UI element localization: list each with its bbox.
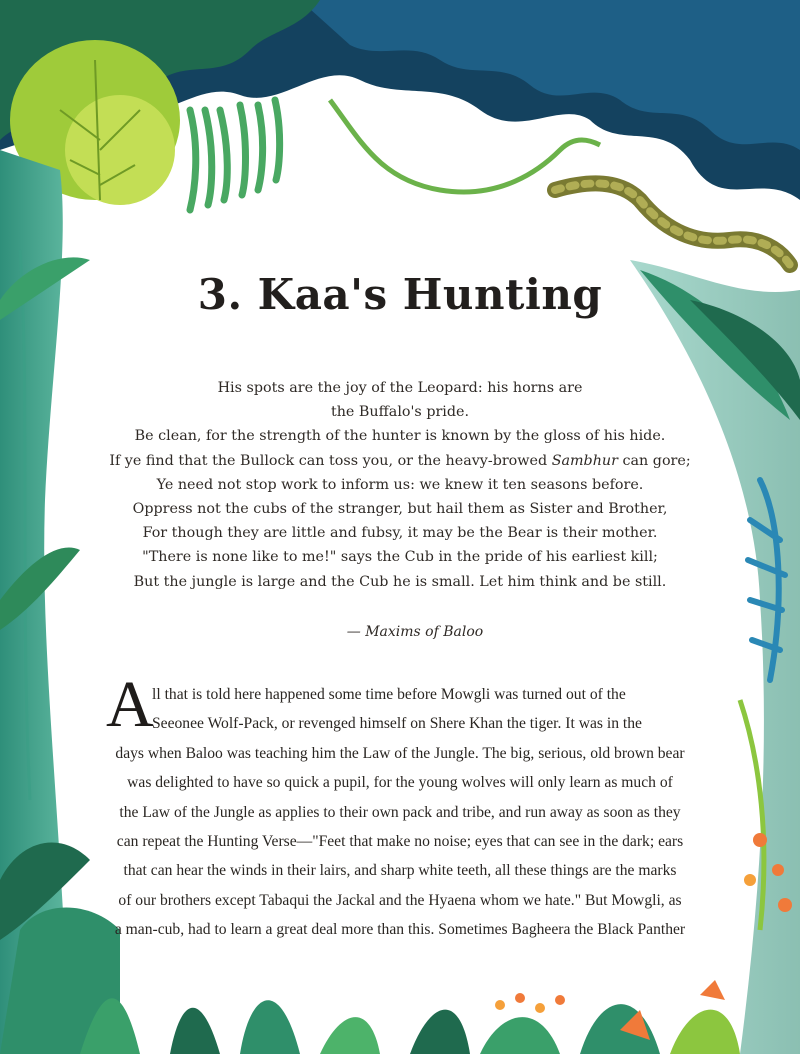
body-line: that can hear the winds in their lairs, and sharp white teeth, all these things are the marks <box>123 862 677 880</box>
body-paragraph <box>80 680 720 945</box>
epigraph-line: Oppress not the cubs of the stranger, but hail them as Sister and Brother, <box>132 501 668 518</box>
body-line: days when Baloo was teaching him the Law of the Jungle. The big, serious, old brown bear <box>115 744 685 762</box>
body-line: of our brothers except Tabaqui the Jackal and the Hyaena whom we hate." But Mowgli, as <box>118 891 682 909</box>
epigraph-italic-word: Sambhur <box>551 452 618 469</box>
epigraph-attribution: — Maxims of Baloo <box>346 624 484 640</box>
epigraph <box>100 376 700 594</box>
body-line: can repeat the Hunting Verse—"Feet that make no noise; eyes that can see in the dark; ears <box>116 833 684 851</box>
body-line: ll that is told here happened some time before Mowgli was turned out of the <box>152 686 626 703</box>
epigraph-line: the Buffalo's pride. <box>330 404 470 421</box>
body-line: the Law of the Jungle as applies to their own pack and tribe, and run away as soon as they <box>119 803 681 821</box>
epigraph-line-tail: can gore; <box>617 452 691 469</box>
body-line: was delighted to have so quick a pupil, for the young wolves will only learn as much of <box>127 774 673 792</box>
epigraph-line: For though they are little and fubsy, it may be the Bear is their mother. <box>142 525 658 542</box>
chapter-title: 3. Kaa's Hunting <box>197 270 603 319</box>
body-line: a man-cub, had to learn a great deal more than this. Sometimes Bagheera the Black Panther <box>114 921 686 939</box>
drop-cap: A <box>106 668 154 741</box>
body-line: Seeonee Wolf-Pack, or revenged himself on Shere Khan the tiger. It was in the <box>152 715 642 733</box>
epigraph-line-head: If ye find that the Bullock can toss you, or the heavy-browed <box>109 452 552 469</box>
epigraph-line: "There is none like to me!" says the Cub in the pride of his earliest kill; <box>142 549 658 566</box>
epigraph-line: Be clean, for the strength of the hunter is known by the gloss of his hide. <box>134 428 666 445</box>
epigraph-line: His spots are the joy of the Leopard: his horns are <box>217 380 583 396</box>
epigraph-line: But the jungle is large and the Cub he is small. Let him think and be still. <box>133 573 667 590</box>
epigraph-line: Ye need not stop work to inform us: we knew it ten seasons before. <box>156 476 644 493</box>
epigraph-line-with-italic <box>100 449 700 473</box>
